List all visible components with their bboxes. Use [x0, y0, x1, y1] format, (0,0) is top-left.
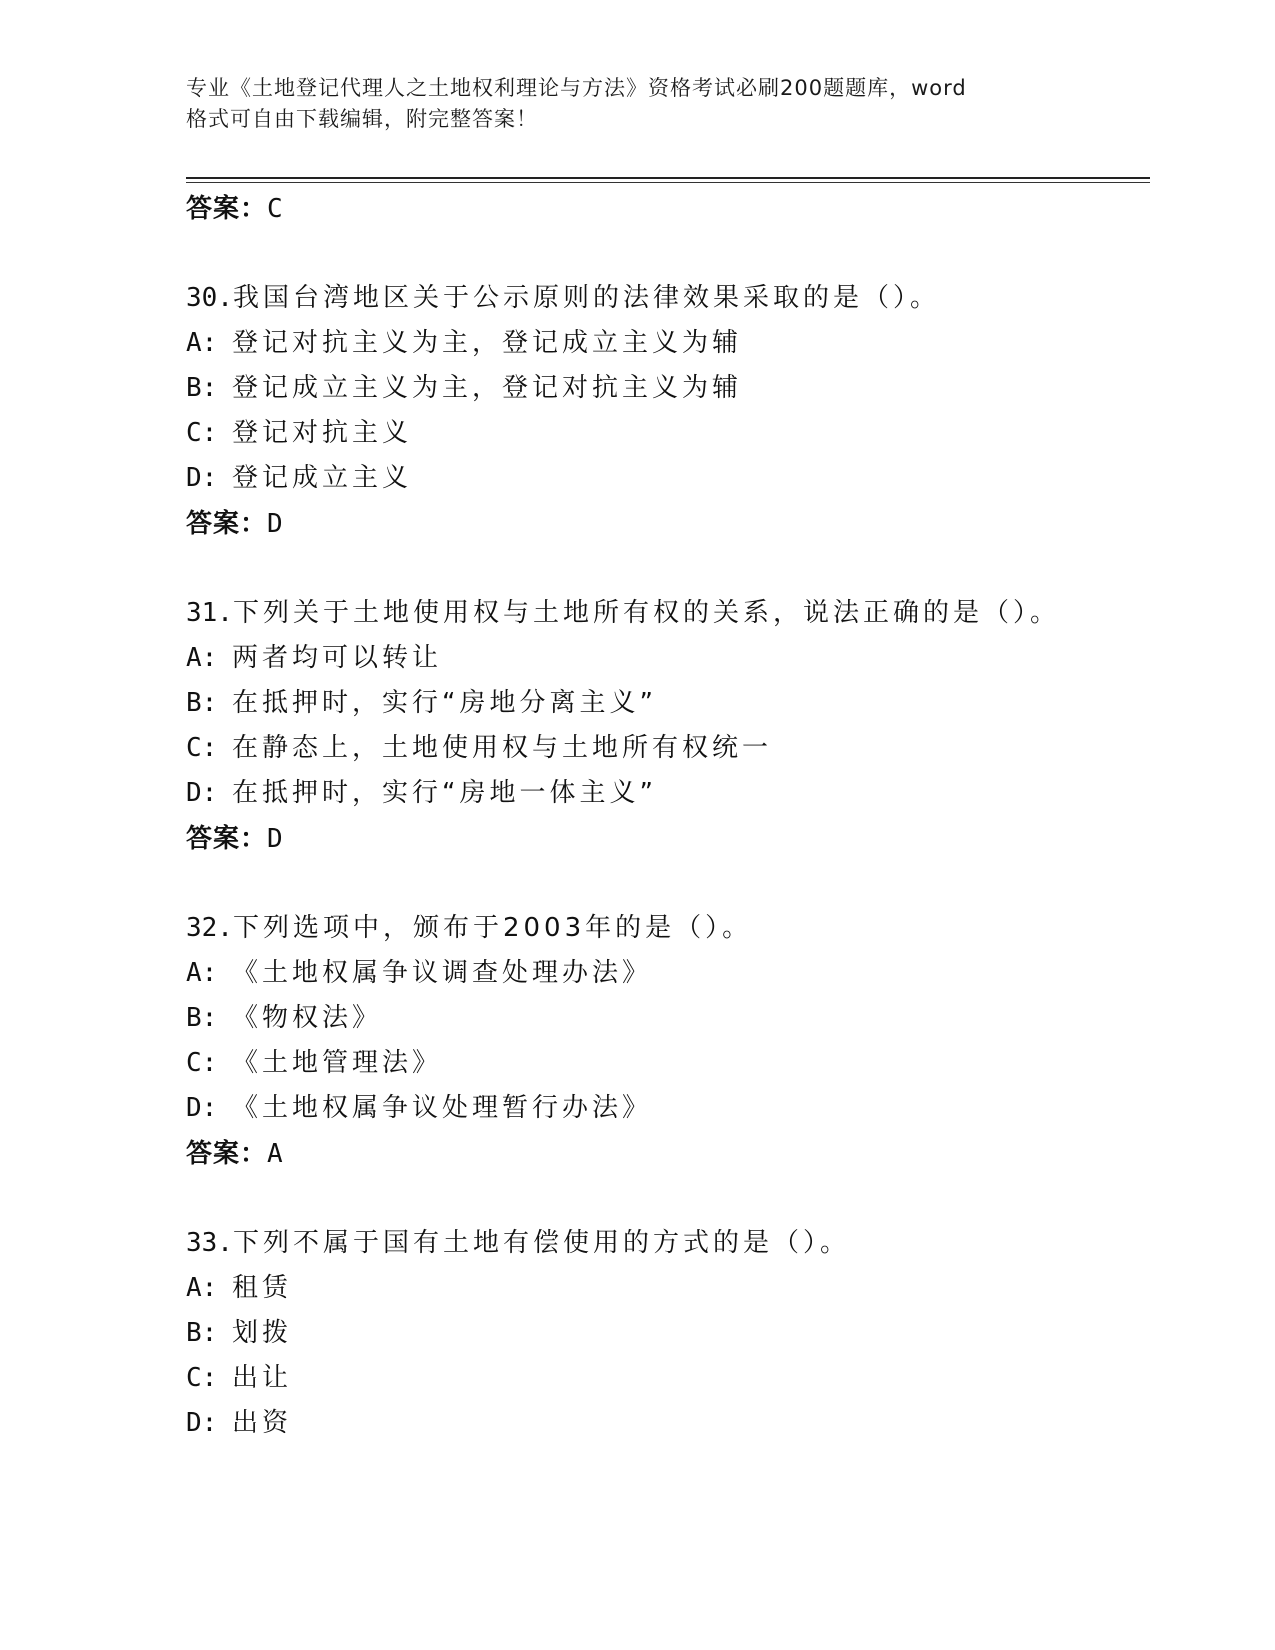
- option-key: D:: [186, 1408, 218, 1438]
- option-a: [186, 321, 1146, 366]
- header-divider-thin: [186, 182, 1150, 183]
- header-divider-thick: [186, 177, 1150, 179]
- option-key: B:: [186, 688, 218, 718]
- question-33: [186, 1221, 1146, 1446]
- option-text: 登记对抗主义: [232, 418, 413, 448]
- question-list: [186, 186, 1146, 1446]
- question-text: 下列关于土地使用权与土地所有权的关系，说法正确的是（）。: [232, 598, 1060, 628]
- question-text: 我国台湾地区关于公示原则的法律效果采取的是（）。: [232, 283, 940, 313]
- document-header: [186, 73, 1066, 135]
- option-d: [186, 771, 1146, 816]
- option-key: D:: [186, 463, 218, 493]
- option-text: 在抵押时，实行“房地分离主义”: [232, 688, 657, 718]
- answer-line: [186, 816, 1146, 862]
- option-text: 登记成立主义为主，登记对抗主义为辅: [232, 373, 743, 403]
- question-text: 下列选项中，颁布于2003年的是（）。: [232, 913, 753, 943]
- question-stem: [186, 591, 1146, 636]
- option-key: A:: [186, 328, 218, 358]
- answer-prefix: 答案：: [186, 1139, 268, 1169]
- option-text: 《土地权属争议处理暂行办法》: [232, 1093, 653, 1123]
- option-c: [186, 726, 1146, 771]
- question-number: 33.: [186, 1228, 233, 1258]
- option-a: [186, 951, 1146, 996]
- answer-line-prev: [186, 186, 1146, 232]
- option-c: [186, 1356, 1146, 1401]
- question-number: 31.: [186, 598, 233, 628]
- answer-prefix: 答案：: [186, 194, 268, 224]
- option-text: 出资: [232, 1408, 293, 1438]
- option-text: 登记成立主义: [232, 463, 413, 493]
- option-text: 《土地权属争议调查处理办法》: [232, 958, 653, 988]
- question-31: [186, 591, 1146, 862]
- question-number: 32.: [186, 913, 233, 943]
- option-key: D:: [186, 778, 218, 808]
- option-key: A:: [186, 643, 218, 673]
- answer-value: D: [267, 509, 284, 539]
- option-c: [186, 411, 1146, 456]
- option-text: 在静态上，土地使用权与土地所有权统一: [232, 733, 773, 763]
- option-c: [186, 1041, 1146, 1086]
- option-text: 划拨: [232, 1318, 293, 1348]
- option-text: 在抵押时，实行“房地一体主义”: [232, 778, 657, 808]
- answer-line: [186, 1131, 1146, 1177]
- question-text: 下列不属于国有土地有偿使用的方式的是（）。: [232, 1228, 850, 1258]
- question-32: [186, 906, 1146, 1177]
- option-a: [186, 636, 1146, 681]
- option-key: C:: [186, 1363, 218, 1393]
- answer-prefix: 答案：: [186, 509, 268, 539]
- answer-value: A: [267, 1139, 284, 1169]
- question-stem: [186, 1221, 1146, 1266]
- option-text: 租赁: [232, 1273, 293, 1303]
- answer-value: D: [267, 824, 284, 854]
- option-key: B:: [186, 373, 218, 403]
- option-b: [186, 366, 1146, 411]
- option-key: A:: [186, 1273, 218, 1303]
- option-key: C:: [186, 733, 218, 763]
- option-text: 《土地管理法》: [232, 1048, 443, 1078]
- question-number: 30.: [186, 283, 233, 313]
- option-b: [186, 1311, 1146, 1356]
- option-d: [186, 456, 1146, 501]
- question-stem: [186, 906, 1146, 951]
- option-text: 登记对抗主义为主，登记成立主义为辅: [232, 328, 743, 358]
- option-key: C:: [186, 418, 218, 448]
- option-key: A:: [186, 958, 218, 988]
- option-b: [186, 681, 1146, 726]
- option-a: [186, 1266, 1146, 1311]
- header-line-2: 格式可自由下载编辑，附完整答案！: [186, 107, 538, 131]
- option-text: 两者均可以转让: [232, 643, 443, 673]
- option-key: C:: [186, 1048, 218, 1078]
- option-b: [186, 996, 1146, 1041]
- answer-value: C: [267, 194, 284, 224]
- option-key: B:: [186, 1003, 218, 1033]
- option-text: 《物权法》: [232, 1003, 383, 1033]
- option-d: [186, 1086, 1146, 1131]
- option-text: 出让: [232, 1363, 293, 1393]
- question-stem: [186, 276, 1146, 321]
- option-key: B:: [186, 1318, 218, 1348]
- answer-prefix: 答案：: [186, 824, 268, 854]
- option-d: [186, 1401, 1146, 1446]
- question-30: [186, 276, 1146, 547]
- option-key: D:: [186, 1093, 218, 1123]
- header-line-1: 专业《土地登记代理人之土地权利理论与方法》资格考试必刷200题题库，word: [186, 76, 967, 100]
- answer-line: [186, 501, 1146, 547]
